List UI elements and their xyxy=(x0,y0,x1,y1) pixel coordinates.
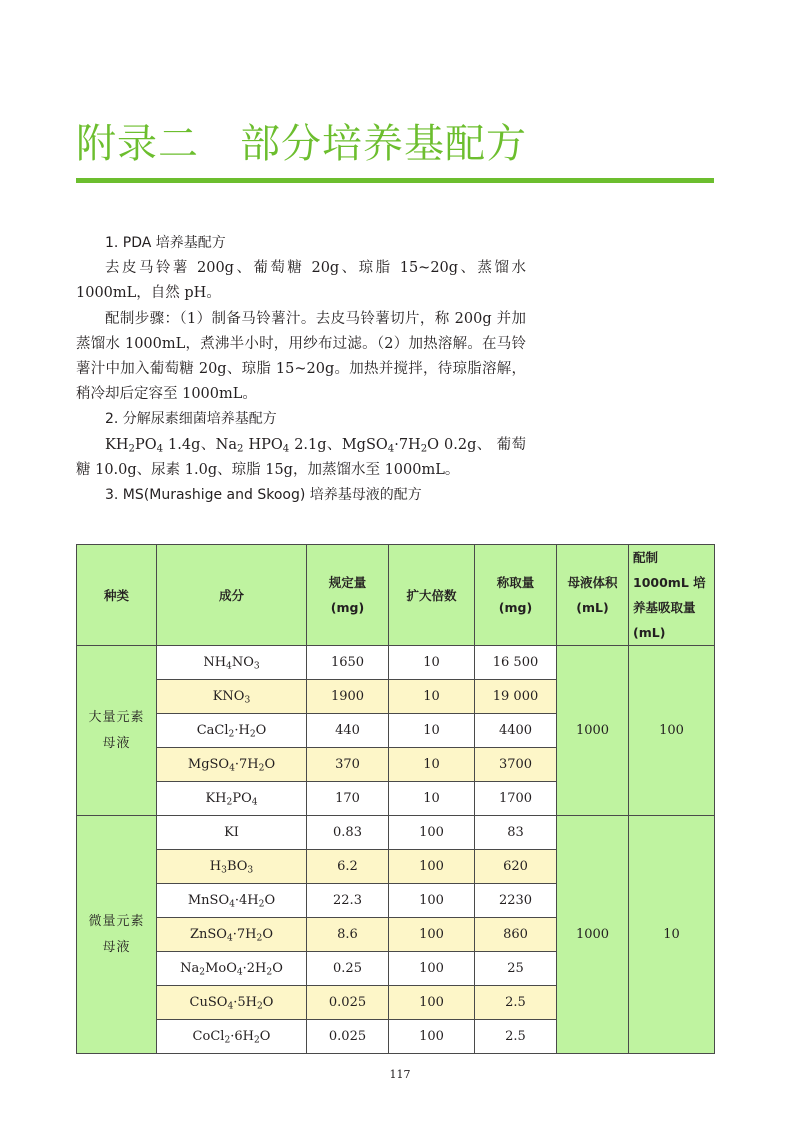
section-2-heading: 2. 分解尿素细菌培养基配方 xyxy=(105,411,277,428)
header-stock-volume: 母液体积 (mL) xyxy=(557,545,629,646)
ms-stock-table xyxy=(76,544,715,1054)
amount-cell: 0.025 xyxy=(307,986,389,1020)
weighed-cell: 25 xyxy=(475,952,557,986)
factor-cell: 10 xyxy=(389,782,475,816)
amount-cell: 0.83 xyxy=(307,816,389,850)
page-title: 附录二 部分培养基配方 xyxy=(76,121,527,167)
take-volume-cell: 10 xyxy=(629,816,715,1054)
section-1-heading: 1. PDA 培养基配方 xyxy=(105,235,226,251)
component-cell: $CuSO_4\cdot 5H_2O$ xyxy=(157,986,307,1020)
component-cell: $KNO_3$ xyxy=(157,680,307,714)
factor-cell: 10 xyxy=(389,748,475,782)
table-row xyxy=(77,816,715,850)
weighed-cell: 1700 xyxy=(475,782,557,816)
section-3-heading: 3. MS(Murashige and Skoog) 培养基母液的配方 xyxy=(105,487,422,504)
amount-cell: 22.3 xyxy=(307,884,389,918)
page-number: 117 xyxy=(389,1068,411,1081)
factor-cell: 10 xyxy=(389,714,475,748)
weighed-cell: 83 xyxy=(475,816,557,850)
weighed-cell: 860 xyxy=(475,918,557,952)
table-row xyxy=(77,646,715,680)
stock-volume-cell: 1000 xyxy=(557,646,629,816)
factor-cell: 100 xyxy=(389,1020,475,1054)
component-cell: $Na_2MoO_4\cdot 2H_2O$ xyxy=(157,952,307,986)
amount-cell: 0.025 xyxy=(307,1020,389,1054)
weighed-cell: 4400 xyxy=(475,714,557,748)
weighed-cell: 2.5 xyxy=(475,1020,557,1054)
factor-cell: 100 xyxy=(389,850,475,884)
component-cell: KI xyxy=(157,816,307,850)
weighed-cell: 19 000 xyxy=(475,680,557,714)
factor-cell: 100 xyxy=(389,816,475,850)
amount-cell: 440 xyxy=(307,714,389,748)
amount-cell: 1650 xyxy=(307,646,389,680)
factor-cell: 100 xyxy=(389,918,475,952)
amount-cell: 1900 xyxy=(307,680,389,714)
header-kind: 种类 xyxy=(77,545,157,646)
amount-cell: 170 xyxy=(307,782,389,816)
component-cell: $ZnSO_4\cdot 7H_2O$ xyxy=(157,918,307,952)
take-volume-cell: 100 xyxy=(629,646,715,816)
table-header-row xyxy=(77,545,715,646)
component-cell: $MgSO_4\cdot 7H_2O$ xyxy=(157,748,307,782)
weighed-cell: 3700 xyxy=(475,748,557,782)
body-text xyxy=(76,231,526,508)
group-label: 大量元素 母液 xyxy=(77,646,157,816)
section-2-paragraph: $KH_2PO_4$ 1.4g、$Na_2$ $HPO_4$ 2.1g、$MgSO_4\cdot 7H_2O$ 0.2g、 葡萄糖 10.0g、尿素 1.0g、琼脂 15g，加蒸馏水至 1000mL。 xyxy=(76,436,527,478)
amount-cell: 6.2 xyxy=(307,850,389,884)
amount-cell: 0.25 xyxy=(307,952,389,986)
component-cell: $CaCl_2\cdot H_2O$ xyxy=(157,714,307,748)
factor-cell: 100 xyxy=(389,952,475,986)
title-rule xyxy=(76,178,714,183)
amount-cell: 8.6 xyxy=(307,918,389,952)
stock-volume-cell: 1000 xyxy=(557,816,629,1054)
factor-cell: 10 xyxy=(389,680,475,714)
component-cell: $CoCl_2\cdot 6H_2O$ xyxy=(157,1020,307,1054)
group-label: 微量元素 母液 xyxy=(77,816,157,1054)
component-cell: $KH_2PO_4$ xyxy=(157,782,307,816)
component-cell: $H_3BO_3$ xyxy=(157,850,307,884)
amount-cell: 370 xyxy=(307,748,389,782)
factor-cell: 100 xyxy=(389,986,475,1020)
table-body xyxy=(77,646,715,1054)
weighed-cell: 2230 xyxy=(475,884,557,918)
weighed-cell: 620 xyxy=(475,850,557,884)
header-prep-volume: 配制 1000mL 培养基吸取量 (mL) xyxy=(629,545,715,646)
component-cell: $NH_4NO_3$ xyxy=(157,646,307,680)
factor-cell: 100 xyxy=(389,884,475,918)
header-component: 成分 xyxy=(157,545,307,646)
weighed-cell: 16 500 xyxy=(475,646,557,680)
factor-cell: 10 xyxy=(389,646,475,680)
section-1-paragraph-2: 配制步骤：（1）制备马铃薯汁。去皮马铃薯切片，称 200g 并加蒸馏水 1000mL，煮沸半小时，用纱布过滤。（2）加热溶解。在马铃薯汁中加入葡萄糖 20g、琼脂 15~20g。加热并搅拌，待琼脂溶解，稍冷却后定容至 1000mL。 xyxy=(76,310,526,403)
header-amount: 规定量 (mg) xyxy=(307,545,389,646)
header-factor: 扩大倍数 xyxy=(389,545,475,646)
header-weighed: 称取量 (mg) xyxy=(475,545,557,646)
weighed-cell: 2.5 xyxy=(475,986,557,1020)
section-1-paragraph-1: 去皮马铃薯 200g、葡萄糖 20g、琼脂 15~20g、蒸馏水 1000mL，自然 pH。 xyxy=(76,260,526,302)
component-cell: $MnSO_4\cdot 4H_2O$ xyxy=(157,884,307,918)
